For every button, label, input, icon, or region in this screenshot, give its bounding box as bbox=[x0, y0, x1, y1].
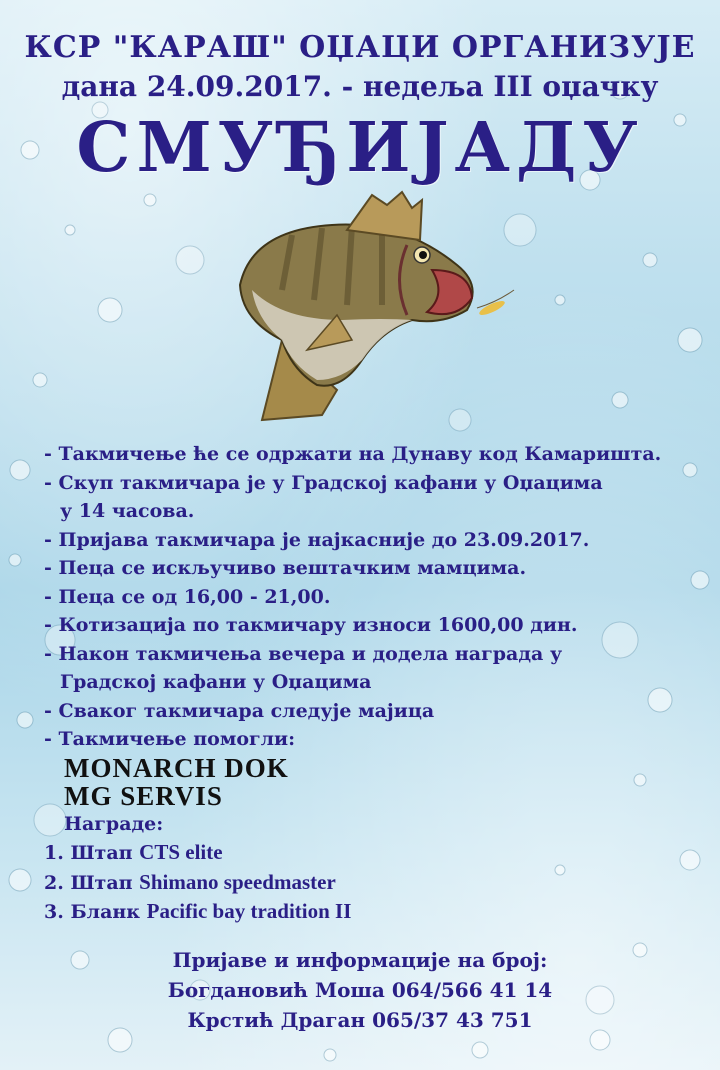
prizes-label: Награде: bbox=[64, 812, 164, 835]
rule-item: - Сваког такмичара следује мајица bbox=[44, 699, 435, 722]
sponsor-name: MG SERVIS bbox=[64, 780, 223, 811]
prize-brand: Pacific bay tradition II bbox=[146, 899, 352, 923]
prize-item bbox=[44, 897, 704, 927]
prize-item bbox=[44, 838, 704, 868]
prize-prefix: 1. Штап bbox=[44, 842, 133, 864]
prize-brand: CTS elite bbox=[139, 840, 223, 864]
organizer-line: КСР "КАРАШ" ОЏАЦИ ОРГАНИЗУЈЕ bbox=[24, 30, 696, 65]
rule-item: - Котизација по такмичару износи 1600,00 дин. bbox=[44, 614, 578, 636]
rules-list bbox=[44, 440, 704, 927]
rule-item: у 14 часова. bbox=[60, 500, 195, 522]
date-line: дана 24.09.2017. - недеља III оџачку bbox=[61, 70, 659, 103]
sponsor-name: MONARCH DOK bbox=[64, 752, 289, 783]
rule-item: Градској кафани у Оџацима bbox=[60, 671, 372, 693]
prize-brand: Shimano speedmaster bbox=[139, 869, 336, 894]
contact-heading: Пријаве и информације на број: bbox=[172, 948, 548, 972]
contact-person: Крстић Драган 065/37 43 751 bbox=[187, 1008, 533, 1032]
rule-item: - Такмичење помогли: bbox=[44, 728, 296, 750]
rule-item: - Такмичење ће се одржати на Дунаву код Камаришта. bbox=[44, 443, 662, 465]
event-title: СМУЂИЈАДУ bbox=[76, 108, 644, 188]
rule-item: - Пеца се искључиво вештачким мамцима. bbox=[44, 557, 527, 579]
contact-info bbox=[0, 945, 720, 1035]
prize-item bbox=[44, 868, 704, 898]
prize-prefix: 2. Штап bbox=[44, 871, 133, 894]
rule-item: - Пријава такмичара је најкасније до 23.09.2017. bbox=[44, 528, 590, 551]
rule-item: - Пеца се од 16,00 - 21,00. bbox=[44, 585, 331, 608]
rule-item: - Скуп такмичара је у Градској кафани у Оџацима bbox=[44, 471, 603, 494]
prize-prefix: 3. Бланк bbox=[44, 901, 141, 923]
event-header bbox=[0, 28, 720, 106]
rule-item: - Након такмичења вечера и додела награда у bbox=[44, 642, 563, 665]
contact-person: Богдановић Моша 064/566 41 14 bbox=[167, 978, 553, 1002]
zander-fish-icon bbox=[222, 190, 522, 430]
